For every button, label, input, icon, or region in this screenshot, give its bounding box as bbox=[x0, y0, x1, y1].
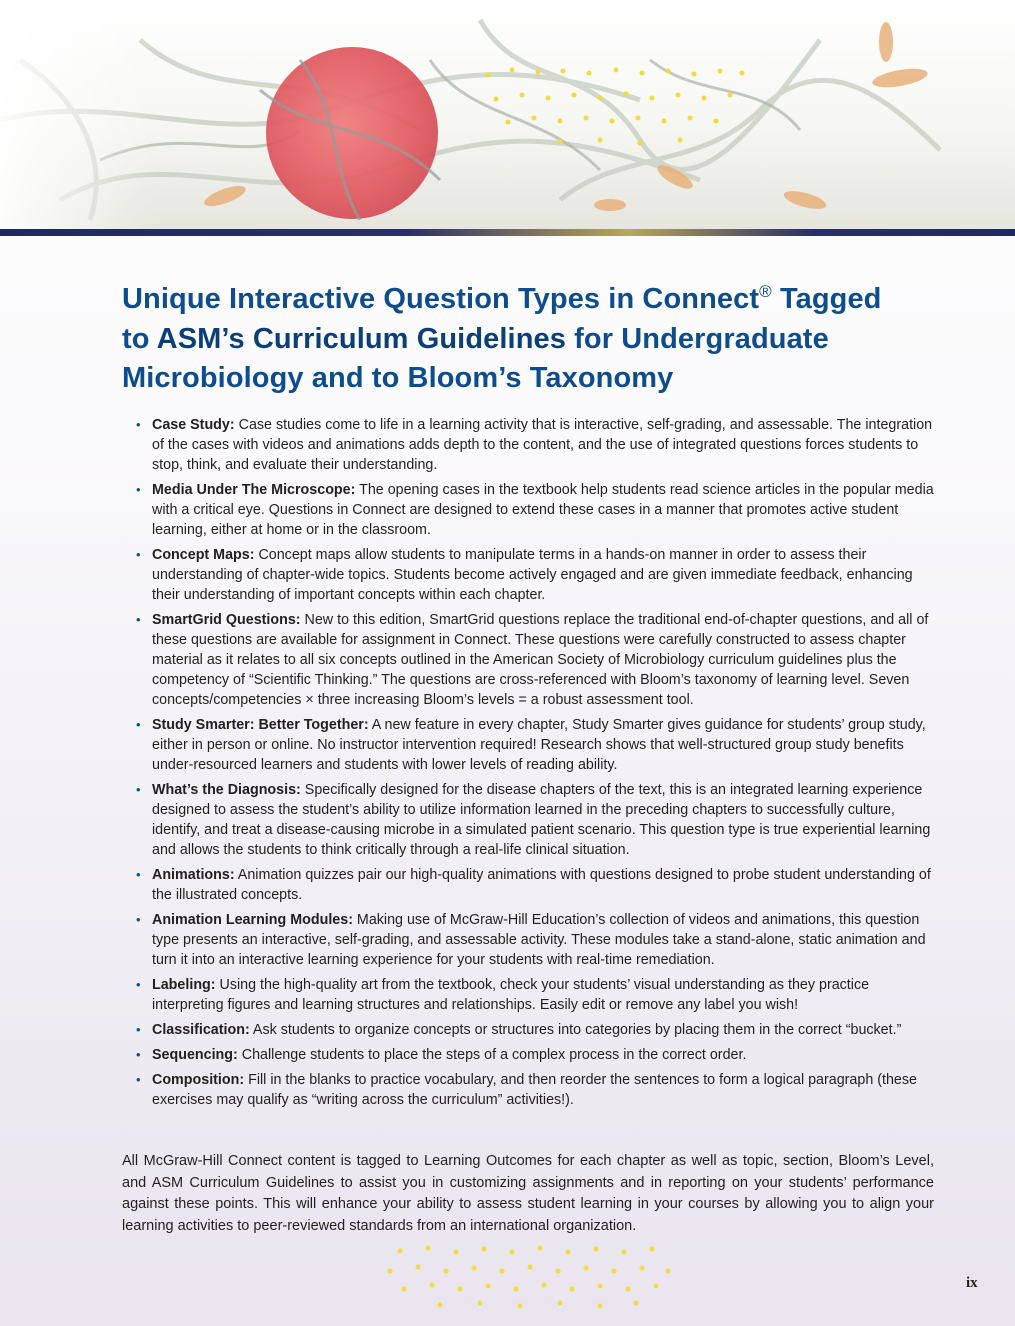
item-label: SmartGrid Questions: bbox=[152, 612, 301, 628]
item-text: Making use of McGraw-Hill Education’s collection of videos and animations, this question type presents an interactive, self-grading, and assessable activity. These modules take a stand-alone, static animation and turn it into an interactive learning experience for your students with real-time remediation. bbox=[152, 912, 926, 968]
title-part-6: Microbiology and to Bloom’s Taxonomy bbox=[122, 362, 674, 394]
item-text: Fill in the blanks to practice vocabulary, and then reorder the sentences to form a logical paragraph (these exercises may qualify as “writing across the curriculum” activities!). bbox=[152, 1072, 917, 1108]
item-label: What’s the Diagnosis: bbox=[152, 782, 301, 798]
list-item bbox=[152, 715, 942, 775]
list-item bbox=[152, 780, 942, 860]
item-label: Case Study: bbox=[152, 417, 235, 433]
item-text: Animation quizzes pair our high-quality animations with questions designed to probe student understanding of the illustrated concepts. bbox=[152, 867, 931, 903]
question-types-list bbox=[152, 415, 942, 1115]
title-part-2: Tagged bbox=[771, 283, 882, 315]
item-label: Concept Maps: bbox=[152, 547, 255, 563]
item-label: Composition: bbox=[152, 1072, 245, 1088]
page-title bbox=[122, 272, 942, 399]
item-text: Using the high-quality art from the textbook, check your students’ visual understanding as they practice interpreting figures and learning structures and relationships. Easily edit or remove any label you wish! bbox=[152, 977, 870, 1013]
item-text: A new feature in every chapter, Study Smarter gives guidance for students’ group study, either in person or online. No instructor intervention required! Research shows that well-structured group study benefits under-resourced learners and students with lower levels of reading ability. bbox=[152, 717, 926, 773]
item-text: The opening cases in the textbook help students read science articles in the popular media with a critical eye. Questions in Connect are designed to extend these cases in a manner that promotes active student learning, either at home or in the classroom. bbox=[152, 482, 934, 538]
item-label: Media Under The Microscope: bbox=[152, 482, 356, 498]
item-label: Labeling: bbox=[152, 977, 216, 993]
list-item bbox=[152, 610, 942, 710]
title-part-4: ASM’s Curriculum Guidelines bbox=[156, 322, 566, 355]
item-text: Case studies come to life in a learning activity that is interactive, self-grading, and assessable. The integration of the cases with videos and animations adds depth to the content, and the use of integrated questions forces students to stop, think, and evaluate their understanding. bbox=[152, 417, 933, 473]
title-part-3: to bbox=[122, 322, 157, 355]
item-label: Animation Learning Modules: bbox=[152, 912, 353, 928]
summary-paragraph: All McGraw-Hill Connect content is tagged to Learning Outcomes for each chapter as well as topic, section, Bloom’s Level, and ASM Curriculum Guidelines to assist you in customizing assignments and in reporting on your students’ performance against these points. This will enhance your ability to assess student learning in your courses by allowing you to align your learning activities to peer-reviewed standards from an international organization. bbox=[122, 1153, 934, 1234]
decorative-dots bbox=[380, 1243, 680, 1313]
item-text: Specifically designed for the disease chapters of the text, this is an integrated learning experience designed to assess the student’s ability to utilize information learned in the preceding chapters to successfully culture, identify, and treat a disease-causing microbe in a simulated patient scenario. This question type is true experiential learning and allows the students to think critically through a real-life clinical situation. bbox=[152, 782, 931, 858]
microbe-artwork bbox=[0, 0, 1015, 230]
title-part-5: for Undergraduate bbox=[565, 322, 829, 355]
list-item bbox=[152, 1020, 942, 1040]
item-label: Classification: bbox=[152, 1022, 250, 1038]
header-divider bbox=[0, 229, 1015, 236]
page-number: ix bbox=[966, 1275, 978, 1291]
item-text: New to this edition, SmartGrid questions replace the traditional end-of-chapter questions, and all of these questions are available for assignment in Connect. These questions were carefully constructed to assess chapter material as it relates to all six concepts outlined in the American Society of Microbiology curriculum guidelines plus the competency of “Scientific Thinking.” The questions are cross-referenced with Bloom’s taxonomy of learning level. Seven concepts/competencies × three increasing Bloom’s levels = a robust assessment tool. bbox=[152, 612, 929, 708]
item-label: Sequencing: bbox=[152, 1047, 238, 1063]
list-item bbox=[152, 1045, 942, 1065]
list-item bbox=[152, 975, 942, 1015]
item-label: Animations: bbox=[152, 867, 235, 883]
item-text: Ask students to organize concepts or structures into categories by placing them in the correct “bucket.” bbox=[249, 1022, 902, 1038]
list-item bbox=[152, 545, 942, 605]
item-text: Challenge students to place the steps of a complex process in the correct order. bbox=[237, 1047, 747, 1063]
registered-mark: ® bbox=[759, 282, 772, 301]
list-item bbox=[152, 1070, 942, 1110]
title-part-1: Unique Interactive Question Types in Connect bbox=[122, 283, 760, 315]
list-item bbox=[152, 865, 942, 905]
header-microbe-illustration bbox=[0, 0, 1015, 230]
item-label: Study Smarter: Better Together: bbox=[152, 717, 369, 733]
list-item bbox=[152, 480, 942, 540]
item-text: Concept maps allow students to manipulate terms in a hands-on manner in order to assess their understanding of chapter-wide topics. Students become actively engaged and are given immediate feedback, enhancing their understanding of important concepts within each chapter. bbox=[152, 547, 913, 603]
list-item bbox=[152, 415, 942, 475]
list-item bbox=[152, 910, 942, 970]
